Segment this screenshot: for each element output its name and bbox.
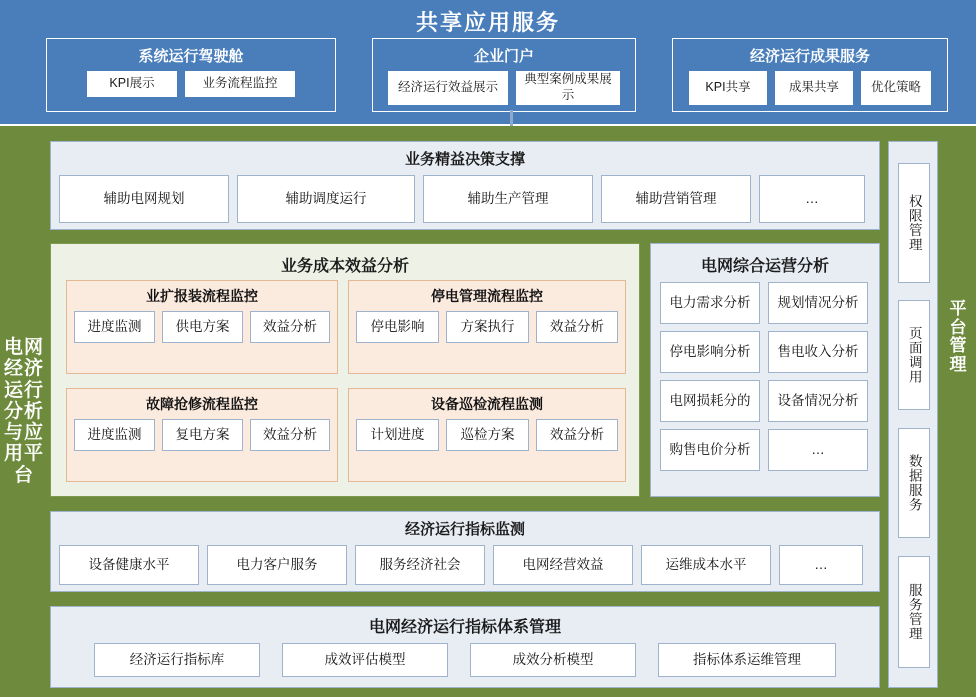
panel-decision-support bbox=[50, 141, 880, 230]
cell-grid-loss-analysis[interactable]: 电网损耗分的 bbox=[660, 380, 760, 422]
cell-grid-operating-benefit[interactable]: 电网经营效益 bbox=[493, 545, 633, 585]
top-cell-benefit-display[interactable]: 经济运行效益展示 bbox=[388, 71, 508, 105]
platform-left-title-text: 电网经济运行分析与应用平台 bbox=[4, 337, 45, 486]
comprehensive-row-3 bbox=[651, 380, 879, 422]
panel-indicator-system-management bbox=[50, 606, 880, 688]
top-cell-process-monitor[interactable]: 业务流程监控 bbox=[185, 71, 295, 97]
top-group-results-service-title: 经济运行成果服务 bbox=[749, 48, 870, 65]
top-cell-kpi-share[interactable]: KPI共享 bbox=[689, 71, 767, 105]
subpanel-expansion-process-monitor bbox=[66, 280, 338, 374]
platform-left-title bbox=[4, 130, 44, 693]
cell-production-management[interactable]: 辅助生产管理 bbox=[423, 175, 593, 223]
top-group-portal-cells bbox=[373, 71, 635, 113]
panel-indicator-monitoring-title: 经济运行指标监测 bbox=[404, 521, 525, 538]
subpanel-expansion-cells bbox=[67, 311, 337, 343]
subpanel-outage-cells bbox=[349, 311, 625, 343]
subpanel-outage-process-monitor bbox=[348, 280, 626, 374]
panel-indicator-monitoring bbox=[50, 511, 880, 592]
cell-effect-analysis-model[interactable]: 成效分析模型 bbox=[470, 643, 636, 677]
panel-cost-benefit-analysis-title: 业务成本效益分析 bbox=[280, 258, 409, 275]
side-cell-data-service[interactable]: 数据服务 bbox=[898, 428, 930, 538]
cell-fault-progress[interactable]: 进度监测 bbox=[74, 419, 155, 451]
cell-marketing-management[interactable]: 辅助营销管理 bbox=[601, 175, 751, 223]
subpanel-fault-cells bbox=[67, 419, 337, 451]
cell-customer-service[interactable]: 电力客户服务 bbox=[207, 545, 347, 585]
top-group-portal-title: 企业门户 bbox=[473, 48, 534, 65]
top-cell-case-display[interactable]: 典型案例成果展示 bbox=[516, 71, 620, 105]
subpanel-fault-title: 故障抢修流程监控 bbox=[146, 396, 258, 412]
cell-purchase-sale-price-analysis[interactable]: 购售电价分析 bbox=[660, 429, 760, 471]
platform-right-title: 平台管理 bbox=[949, 299, 967, 375]
subpanel-inspection-cells bbox=[349, 419, 625, 451]
comprehensive-row-2 bbox=[651, 331, 879, 373]
panel-indicator-system-cells bbox=[51, 643, 879, 677]
side-cell-permission-management[interactable]: 权限管理 bbox=[898, 163, 930, 283]
cell-power-demand-analysis[interactable]: 电力需求分析 bbox=[660, 282, 760, 324]
subpanel-expansion-title: 业扩报装流程监控 bbox=[146, 288, 258, 304]
cell-expansion-benefit[interactable]: 效益分析 bbox=[250, 311, 330, 343]
cell-om-cost-level[interactable]: 运维成本水平 bbox=[641, 545, 771, 585]
page-title: 共享应用服务 bbox=[415, 10, 560, 35]
cell-inspection-plan[interactable]: 巡检方案 bbox=[446, 419, 529, 451]
top-cell-result-share[interactable]: 成果共享 bbox=[775, 71, 853, 105]
top-group-cockpit-title: 系统运行驾驶舱 bbox=[138, 48, 244, 65]
cell-comprehensive-more[interactable]: … bbox=[768, 429, 868, 471]
comprehensive-row-1 bbox=[651, 282, 879, 324]
top-group-portal bbox=[372, 38, 636, 112]
side-cell-page-invocation[interactable]: 页面调用 bbox=[898, 300, 930, 410]
subpanel-inspection-title: 设备巡检流程监测 bbox=[431, 396, 543, 412]
cell-inspection-plan-progress[interactable]: 计划进度 bbox=[356, 419, 439, 451]
cell-serve-economy-society[interactable]: 服务经济社会 bbox=[355, 545, 485, 585]
cell-indicator-system-om[interactable]: 指标体系运维管理 bbox=[658, 643, 836, 677]
top-group-cockpit bbox=[46, 38, 336, 112]
panel-decision-support-cells bbox=[51, 175, 879, 223]
cell-indicator-more[interactable]: … bbox=[779, 545, 863, 585]
side-cell-service-management[interactable]: 服务管理 bbox=[898, 556, 930, 668]
top-cell-kpi-display[interactable]: KPI展示 bbox=[87, 71, 177, 97]
cell-effect-evaluation-model[interactable]: 成效评估模型 bbox=[282, 643, 448, 677]
cell-fault-benefit[interactable]: 效益分析 bbox=[250, 419, 330, 451]
top-cell-optimization-strategy[interactable]: 优化策略 bbox=[861, 71, 931, 105]
comprehensive-row-4 bbox=[651, 429, 879, 471]
cell-grid-planning[interactable]: 辅助电网规划 bbox=[59, 175, 229, 223]
panel-indicator-monitoring-cells bbox=[51, 545, 879, 585]
cell-inspection-benefit[interactable]: 效益分析 bbox=[536, 419, 618, 451]
top-group-results-service-cells bbox=[673, 71, 947, 113]
cell-outage-plan-exec[interactable]: 方案执行 bbox=[446, 311, 529, 343]
cell-outage-benefit[interactable]: 效益分析 bbox=[536, 311, 618, 343]
cell-fault-restore-plan[interactable]: 复电方案 bbox=[162, 419, 243, 451]
subpanel-fault-repair-process-monitor bbox=[66, 388, 338, 482]
subpanel-outage-title: 停电管理流程监控 bbox=[431, 288, 543, 304]
cell-outage-impact-analysis[interactable]: 停电影响分析 bbox=[660, 331, 760, 373]
cell-outage-impact[interactable]: 停电影响 bbox=[356, 311, 439, 343]
cell-equipment-health-level[interactable]: 设备健康水平 bbox=[59, 545, 199, 585]
cell-dispatch-operation[interactable]: 辅助调度运行 bbox=[237, 175, 415, 223]
top-group-cockpit-cells bbox=[47, 71, 335, 105]
cell-sales-revenue-analysis[interactable]: 售电收入分析 bbox=[768, 331, 868, 373]
subpanel-inspection-process-monitor bbox=[348, 388, 626, 482]
cell-expansion-supply-plan[interactable]: 供电方案 bbox=[162, 311, 243, 343]
cell-decision-more[interactable]: … bbox=[759, 175, 865, 223]
cell-indicator-library[interactable]: 经济运行指标库 bbox=[94, 643, 260, 677]
cell-expansion-progress[interactable]: 进度监测 bbox=[74, 311, 155, 343]
top-group-results-service bbox=[672, 38, 948, 112]
panel-indicator-system-title: 电网经济运行指标体系管理 bbox=[368, 619, 561, 636]
cell-equipment-status-analysis[interactable]: 设备情况分析 bbox=[768, 380, 868, 422]
cell-planning-status-analysis[interactable]: 规划情况分析 bbox=[768, 282, 868, 324]
panel-comprehensive-title: 电网综合运营分析 bbox=[700, 258, 829, 275]
panel-decision-support-title: 业务精益决策支撑 bbox=[404, 151, 525, 168]
panel-comprehensive-operation-analysis bbox=[650, 243, 880, 497]
